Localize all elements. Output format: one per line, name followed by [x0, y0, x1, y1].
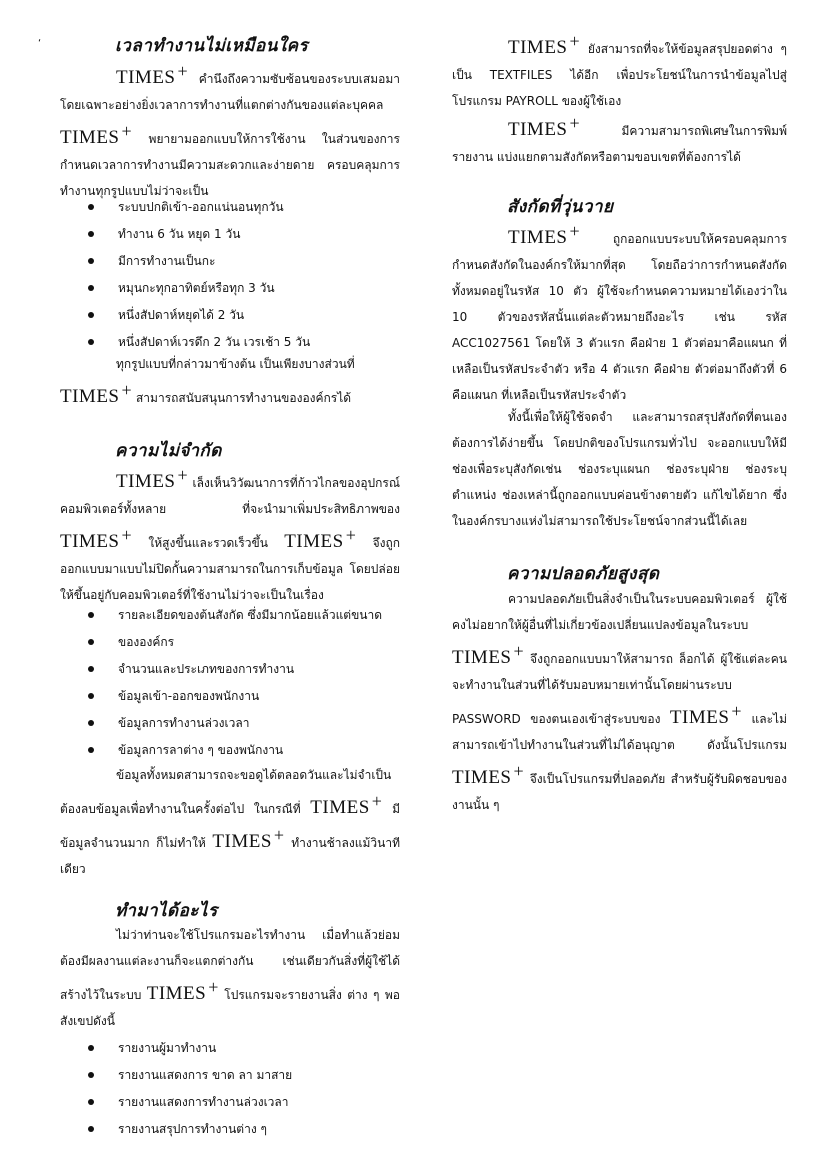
list-item: ระบบปกติเข้า-ออกแน่นอนทุกวัน [88, 196, 310, 223]
brand-logo: TIMES + [452, 761, 525, 788]
security-paragraph [452, 586, 787, 818]
list-item: จำนวนและประเภทของการทำงาน [88, 658, 382, 685]
section-title-results: ทำมาได้อะไร [115, 901, 218, 921]
work-pattern-list [88, 196, 310, 358]
unlimited-paragraph-2 [60, 762, 400, 882]
report-printing-paragraph [452, 110, 787, 170]
section-title-work-time: เวลาทำงานไม่เหมือนใคร [115, 36, 309, 56]
unlimited-p2-b: มีข้อมูลจำนวนมาก ก็ไม่ทำให้ [60, 802, 400, 850]
results-paragraph [60, 922, 400, 1034]
section-title-unlimited: ความไม่จำกัด [115, 441, 222, 461]
work-time-outro-a: ทุกรูปแบบที่กล่าวมาข้างต้น เป็นเพียงบางส่วนที่ [116, 357, 355, 371]
security-p-b: จึงถูกออกแบบมาให้สามารถ ล็อกได้ ผู้ใช้แต่ละคนจะทำงานในส่วนที่ได้รับมอบหมายเท่านั้นโดยผ่านระบบ PASSWORD ของตนเองเข้าสู่ระบบของ [452, 652, 787, 726]
security-p-c: และไม่สามารถเข้าไปทำงานในส่วนที่ไม่ได้อนุญาต ดังนั้นโปรแกรม [452, 712, 787, 752]
work-time-intro-b: พยายามออกแบบให้การใช้งาน ในส่วนของการกำหนดเวลาการทำงานมีความสะดวกและง่ายดาย ครอบคลุมการทำงานทุกรูปแบบไม่ว่าจะเป็น [60, 132, 400, 198]
affiliation-paragraph-1 [452, 218, 787, 408]
affiliation-paragraph-2 [452, 404, 787, 534]
storage-list [88, 604, 382, 766]
textfiles-text: ยังสามารถที่จะให้ข้อมูลสรุปยอดต่าง ๆ เป็น TEXTFILES ได้อีก เพื่อประโยชน์ในการนำข้อมูลไปสู่โปรแกรม PAYROLL ของผู้ใช้เอง [452, 42, 787, 108]
unlimited-p1-c: จึงถูกออกแบบมาแบบไม่ปิดกั้นความสามารถในการเก็บข้อมูล โดยปล่อยให้ขึ้นอยู่กับคอมพิวเตอร์ที่ใช้งานไม่ว่าจะเป็นในเรื่อง [60, 536, 400, 602]
results-p-a: ไม่ว่าท่านจะใช้โปรแกรมอะไรทำงาน เมื่อทำแล้วย่อมต้องมีผลงานแต่ละงานก็จะแตกต่างกัน เช่นเดียวกันสิ่งที่ผู้ใช้ได้สร้างไว้ในระบบ [60, 928, 400, 1002]
list-item: รายงานแสดงการทำงานล่วงเวลา [88, 1091, 292, 1118]
scan-mark: ‘ [38, 38, 42, 49]
list-item: รายงานผู้มาทำงาน [88, 1037, 292, 1064]
brand-logo: TIMES + [452, 641, 525, 668]
brand-logo: TIMES + [310, 791, 383, 818]
brand-logo: TIMES + [212, 825, 285, 852]
security-p-d: จึงเป็นโปรแกรมที่ปลอดภัย สำหรับผู้รับผิดชอบของงานนั้น ๆ [452, 772, 787, 812]
list-item: ทำงาน 6 วัน หยุด 1 วัน [88, 223, 310, 250]
section-title-security: ความปลอดภัยสูงสุด [507, 564, 660, 584]
security-p-a: ความปลอดภัยเป็นสิ่งจำเป็นในระบบคอมพิวเตอร์ ผู้ใช้คงไม่อยากให้ผู้อื่นที่ไม่เกี่ยวข้องเปลี่ยนแปลงข้อมูลในระบบ [452, 592, 787, 632]
textfiles-paragraph [452, 28, 787, 114]
list-item: มีการทำงานเป็นกะ [88, 250, 310, 277]
work-time-intro [60, 58, 400, 204]
list-item: ข้อมูลการทำงานล่วงเวลา [88, 712, 382, 739]
work-time-outro [60, 351, 400, 411]
brand-logo: TIMES + [146, 977, 219, 1004]
brand-logo: TIMES + [60, 121, 133, 148]
unlimited-paragraph [60, 462, 400, 608]
brand-logo: TIMES + [60, 380, 133, 407]
brand-logo: TIMES + [508, 31, 581, 58]
list-item: ข้อมูลการลาต่าง ๆ ของพนักงาน [88, 739, 382, 766]
report-list [88, 1037, 292, 1145]
brand-logo: TIMES + [284, 525, 357, 552]
results-p-b: โปรแกรมจะรายงานสิ่ง ต่าง ๆ พอสังเขปดังนี้ [60, 988, 400, 1028]
list-item: ข้อมูลเข้า-ออกของพนักงาน [88, 685, 382, 712]
unlimited-p1-a: เล็งเห็นวิวัฒนาการที่ก้าวไกลของอุปกรณ์คอมพิวเตอร์ทั้งหลาย ที่จะนำมาเพิ่มประสิทธิภาพของ [60, 476, 400, 516]
work-time-outro-b: สามารถสนับสนุนการทำงานขององค์กรได้ [135, 391, 352, 405]
unlimited-p2-c: ทำงานช้าลงแม้วินาทีเดียว [60, 836, 400, 876]
brand-logo: TIMES + [60, 525, 133, 552]
unlimited-p1-b: ให้สูงขึ้นและรวดเร็วขึ้น [148, 536, 268, 550]
brand-logo: TIMES + [508, 221, 581, 248]
section-title-affiliation: สังกัดที่วุ่นวาย [507, 197, 614, 217]
brand-logo: TIMES + [508, 113, 581, 140]
list-item: หนึ่งสัปดาห์เวรดึก 2 วัน เวรเช้า 5 วัน [88, 331, 310, 358]
list-item: หนึ่งสัปดาห์หยุดได้ 2 วัน [88, 304, 310, 331]
report-printing-text: มีความสามารถพิเศษในการพิมพ์รายงาน แบ่งแยกตามสังกัดหรือตามขอบเขตที่ต้องการได้ [452, 124, 787, 164]
unlimited-p2-a: ข้อมูลทั้งหมดสามารถจะขอดูได้ตลอดวันและไม่จำเป็นต้องลบข้อมูลเพื่อทำงานในครั้งต่อไป ในกรณีที่ [60, 768, 392, 816]
affiliation-p2-text: ทั้งนี้เพื่อให้ผู้ใช้จดจำ และสามารถสรุปสังกัดที่ตนเองต้องการได้ง่ายขึ้น โดยปกติของโปรแกรมทั่วไป จะออกแบบให้มีช่องเพื่อระบุสังกัดเช่น ช่องระบุแผนก ช่องระบุฝ่าย ช่องระบุตำแหน่ง ช่องเหล่านี้ถูกออกแบบค่อนข้างตายตัว แก้ไขได้ยาก ซึ่งในองค์กรบางแห่งไม่สามารถใช้ประโยชน์จากส่วนนี้ได้เลย [452, 410, 787, 528]
list-item: หมุนกะทุกอาทิตย์หรือทุก 3 วัน [88, 277, 310, 304]
brand-logo: TIMES + [116, 61, 189, 88]
work-time-intro-a: คำนึงถึงความซับซ้อนของระบบเสมอมา โดยเฉพาะอย่างยิ่งเวลาการทำงานที่แตกต่างกันของแต่ละบุคคล [60, 72, 400, 112]
brand-logo: TIMES + [669, 701, 743, 728]
list-item: รายงานแสดงการ ขาด ลา มาสาย [88, 1064, 292, 1091]
list-item: รายงานสรุปการทำงานต่าง ๆ [88, 1118, 292, 1145]
affiliation-p1-text: ถูกออกแบบระบบให้ครอบคลุมการกำหนดสังกัดในองค์กรให้มากที่สุด โดยถือว่าการกำหนดสังกัดทั้งหมดอยู่ในรหัส 10 ตัว ผู้ใช้จะกำหนดความหมายได้เองว่าใน 10 ตัวของรหัสนั้นแต่ละตัวหมายถึงอะไร เช่น รหัส ACC1027561 โดยให้ 3 ตัวแรก คือฝ่าย 1 ตัวต่อมาคือแผนก ที่เหลือเป็นรหัสประจำตัว หรือ 4 ตัวแรก คือฝ่าย ตัวต่อมาถึงตัวที่ 6 คือแผนก ที่เหลือเป็นรหัสประจำตัว [452, 232, 787, 402]
brand-logo: TIMES + [116, 465, 189, 492]
list-item-continuation: ขององค์กร [88, 631, 382, 658]
list-item: รายละเอียดของต้นสังกัด ซึ่งมีมากน้อยแล้วแต่ขนาด [88, 604, 382, 631]
